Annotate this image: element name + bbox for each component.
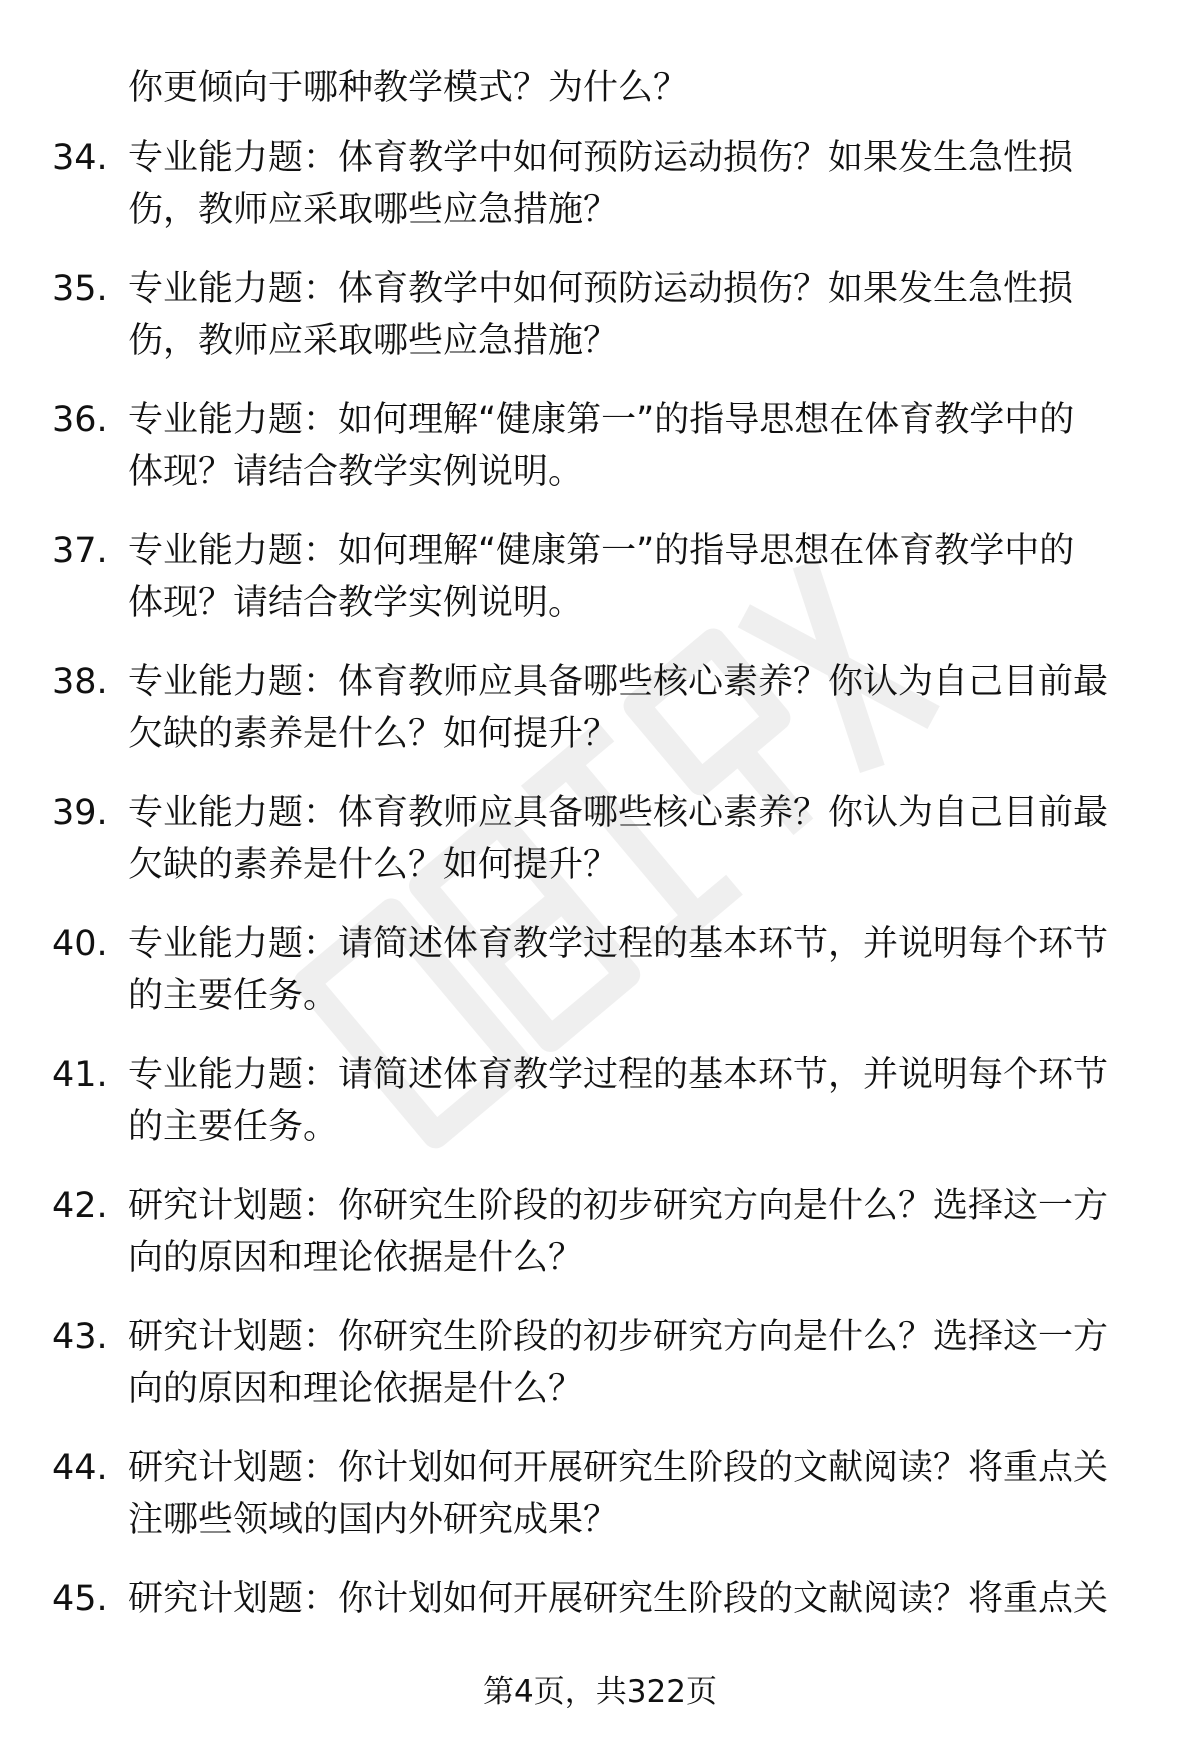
question-text <box>128 1442 1138 1546</box>
question-text <box>128 525 1138 629</box>
question-text <box>128 1573 1138 1625</box>
question-text <box>128 918 1138 1022</box>
question-text-line: 欠缺的素养是什么？如何提升？ <box>128 714 619 754</box>
question-text-line: 研究计划题：你研究生阶段的初步研究方向是什么？选择这一方 <box>128 1186 1109 1226</box>
page-footer: 第4页，共322页 <box>483 1674 717 1710</box>
question-number: 37. <box>52 531 108 571</box>
question-text-line: 体现？请结合教学实例说明。 <box>128 452 584 492</box>
question-item <box>0 1049 1200 1180</box>
question-text <box>128 394 1138 498</box>
question-text-line: 伤，教师应采取哪些应急措施？ <box>128 321 619 361</box>
question-number: 45. <box>52 1579 108 1619</box>
question-text <box>128 132 1138 236</box>
question-text-line: 的主要任务。 <box>128 976 339 1016</box>
question-text-line: 专业能力题：体育教师应具备哪些核心素养？你认为自己目前最 <box>128 662 1109 702</box>
question-item <box>0 1442 1200 1573</box>
question-text-line: 专业能力题：如何理解“健康第一”的指导思想在体育教学中的 <box>128 400 1075 440</box>
question-33-continuation: 你更倾向于哪种教学模式？为什么？ <box>128 68 689 108</box>
question-item <box>0 263 1200 394</box>
question-text-line: 专业能力题：请简述体育教学过程的基本环节，并说明每个环节 <box>128 924 1109 964</box>
question-item <box>0 1180 1200 1311</box>
question-number: 34. <box>52 138 108 178</box>
question-item <box>0 656 1200 787</box>
question-text-line: 伤，教师应采取哪些应急措施？ <box>128 190 619 230</box>
question-item <box>0 394 1200 525</box>
question-text <box>128 1180 1138 1284</box>
question-text <box>128 1311 1138 1415</box>
question-number: 41. <box>52 1055 108 1095</box>
question-text-line: 研究计划题：你计划如何开展研究生阶段的文献阅读？将重点关 <box>128 1579 1109 1619</box>
question-number: 35. <box>52 269 108 309</box>
question-text-line: 专业能力题：体育教学中如何预防运动损伤？如果发生急性损 <box>128 269 1074 309</box>
question-text-line: 的主要任务。 <box>128 1107 339 1147</box>
question-number: 40. <box>52 924 108 964</box>
question-text-line: 研究计划题：你计划如何开展研究生阶段的文献阅读？将重点关 <box>128 1448 1109 1488</box>
question-number: 38. <box>52 662 108 702</box>
question-item <box>0 132 1200 263</box>
question-number: 44. <box>52 1448 108 1488</box>
question-text-line: 向的原因和理论依据是什么？ <box>128 1369 584 1409</box>
question-item <box>0 525 1200 656</box>
question-number: 42. <box>52 1186 108 1226</box>
question-number: 36. <box>52 400 108 440</box>
question-text <box>128 1049 1138 1153</box>
question-item <box>0 787 1200 918</box>
question-text <box>128 656 1138 760</box>
question-text-line: 专业能力题：体育教学中如何预防运动损伤？如果发生急性损 <box>128 138 1074 178</box>
question-item <box>0 1311 1200 1442</box>
question-text-line: 欠缺的素养是什么？如何提升？ <box>128 845 619 885</box>
question-number: 39. <box>52 793 108 833</box>
question-text-line: 专业能力题：如何理解“健康第一”的指导思想在体育教学中的 <box>128 531 1075 571</box>
question-list <box>0 132 1200 1704</box>
question-text-line: 体现？请结合教学实例说明。 <box>128 583 584 623</box>
question-number: 43. <box>52 1317 108 1357</box>
question-text-line: 研究计划题：你研究生阶段的初步研究方向是什么？选择这一方 <box>128 1317 1109 1357</box>
question-text <box>128 787 1138 891</box>
question-text <box>128 263 1138 367</box>
question-text-line: 注哪些领域的国内外研究成果？ <box>128 1500 619 1540</box>
question-item <box>0 918 1200 1049</box>
question-text-line: 专业能力题：体育教师应具备哪些核心素养？你认为自己目前最 <box>128 793 1109 833</box>
question-text-line: 向的原因和理论依据是什么？ <box>128 1238 584 1278</box>
question-text-line: 专业能力题：请简述体育教学过程的基本环节，并说明每个环节 <box>128 1055 1109 1095</box>
